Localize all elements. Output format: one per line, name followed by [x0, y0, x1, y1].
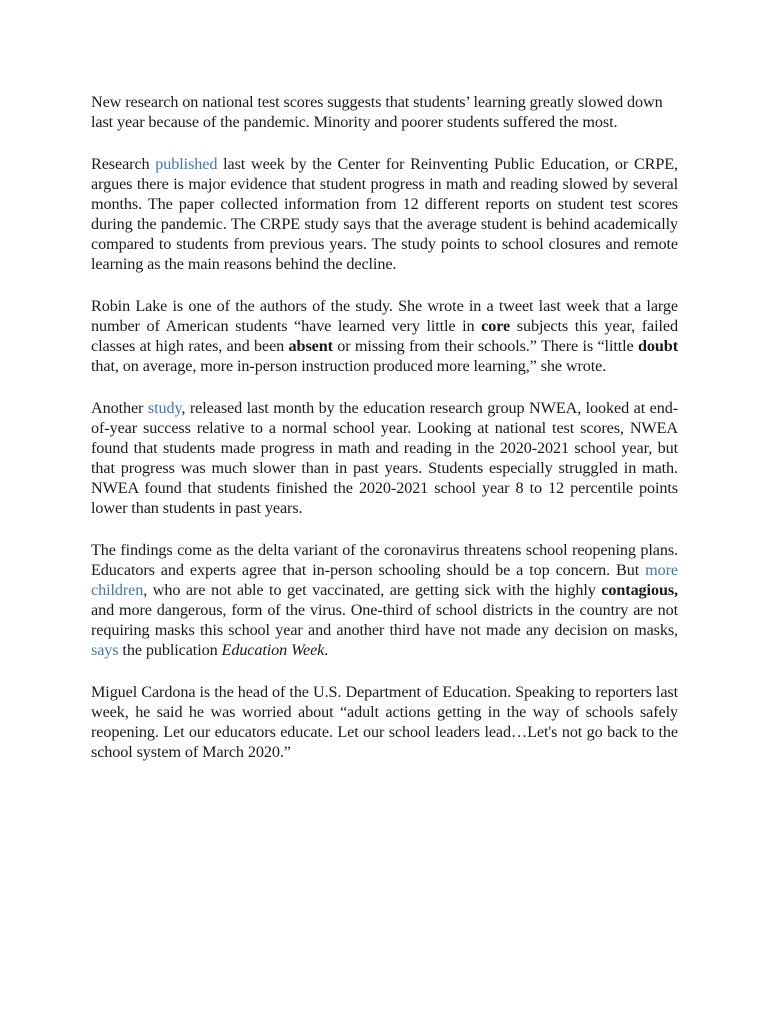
paragraph-text: Another [91, 399, 148, 417]
paragraph-miguel-cardona [91, 682, 678, 762]
paragraph-robin-lake [91, 296, 678, 376]
vocab-word-doubt: doubt [638, 337, 678, 355]
paragraph-text: or missing from their schools.” There is “little [332, 337, 638, 355]
paragraph-text: . [324, 641, 329, 659]
paragraph-text: the publication [118, 641, 222, 659]
paragraph-nwea-study [91, 398, 678, 518]
vocab-word-contagious: contagious, [601, 581, 678, 599]
paragraph-crpe-research [91, 154, 678, 274]
vocab-word-core: core [481, 317, 511, 335]
study-link[interactable]: study [147, 399, 182, 417]
says-link[interactable]: says [91, 641, 119, 659]
paragraph-text: , who are not able to get vaccinated, are getting sick with the highly [143, 581, 602, 599]
paragraph-text: The findings come as the delta variant of the coronavirus threatens school reopening plans. Educators and experts agree that in-person schooling should be a top concern. But [91, 541, 678, 579]
paragraph-text: Robin Lake is one of the authors of the study. She wrote in a tweet last week that a large number of American students “have learned very little in [91, 297, 678, 335]
paragraph-text: last week by the Center for Reinventing Public Education, or CRPE, argues there is major evidence that student progress in math and reading slowed by several months. The paper collected information from 12 different reports on student test scores during the pandemic. The CRPE study says that the average student is behind academically compared to students from previous years. The study points to school closures and remote learning as the main reasons behind the decline. [91, 155, 679, 273]
publication-name: Education Week [221, 641, 325, 659]
more-children-link[interactable]: more children [91, 561, 678, 599]
vocab-word-absent: absent [288, 337, 333, 355]
published-link[interactable]: published [155, 155, 218, 173]
paragraph-text: and more dangerous, form of the virus. One-third of school districts in the country are not requiring masks this school year and another third have not made any decision on masks, [91, 601, 678, 639]
paragraph-text: that, on average, more in-person instruction produced more learning,” she wrote. [91, 357, 607, 375]
article-body [91, 92, 678, 784]
paragraph-intro-text: New research on national test scores suggests that students’ learning greatly slowed down last year because of the pandemic. Minority and poorer students suffered the most. [91, 93, 663, 131]
paragraph-text: Research [91, 155, 156, 173]
paragraph-text: subjects this year, failed classes at high rates, and been [91, 317, 678, 355]
paragraph-text: Miguel Cardona is the head of the U.S. Department of Education. Speaking to reporters last week, he said he was worried about “adult actions getting in the way of schools safely reopening. Let our educators educate. Let our school leaders lead…Let's not go back to the school system of March 2020.” [91, 683, 678, 761]
paragraph-intro [91, 92, 678, 132]
paragraph-text: , released last month by the education research group NWEA, looked at end-of-year success relative to a normal school year. Looking at national test scores, NWEA found that students made progress in math and reading in the 2020-2021 school year, but that progress was much slower than in past years. Students especially struggled in math. NWEA found that students finished the 2020-2021 school year 8 to 12 percentile points lower than students in past years. [91, 399, 678, 517]
paragraph-delta-variant [91, 540, 678, 660]
